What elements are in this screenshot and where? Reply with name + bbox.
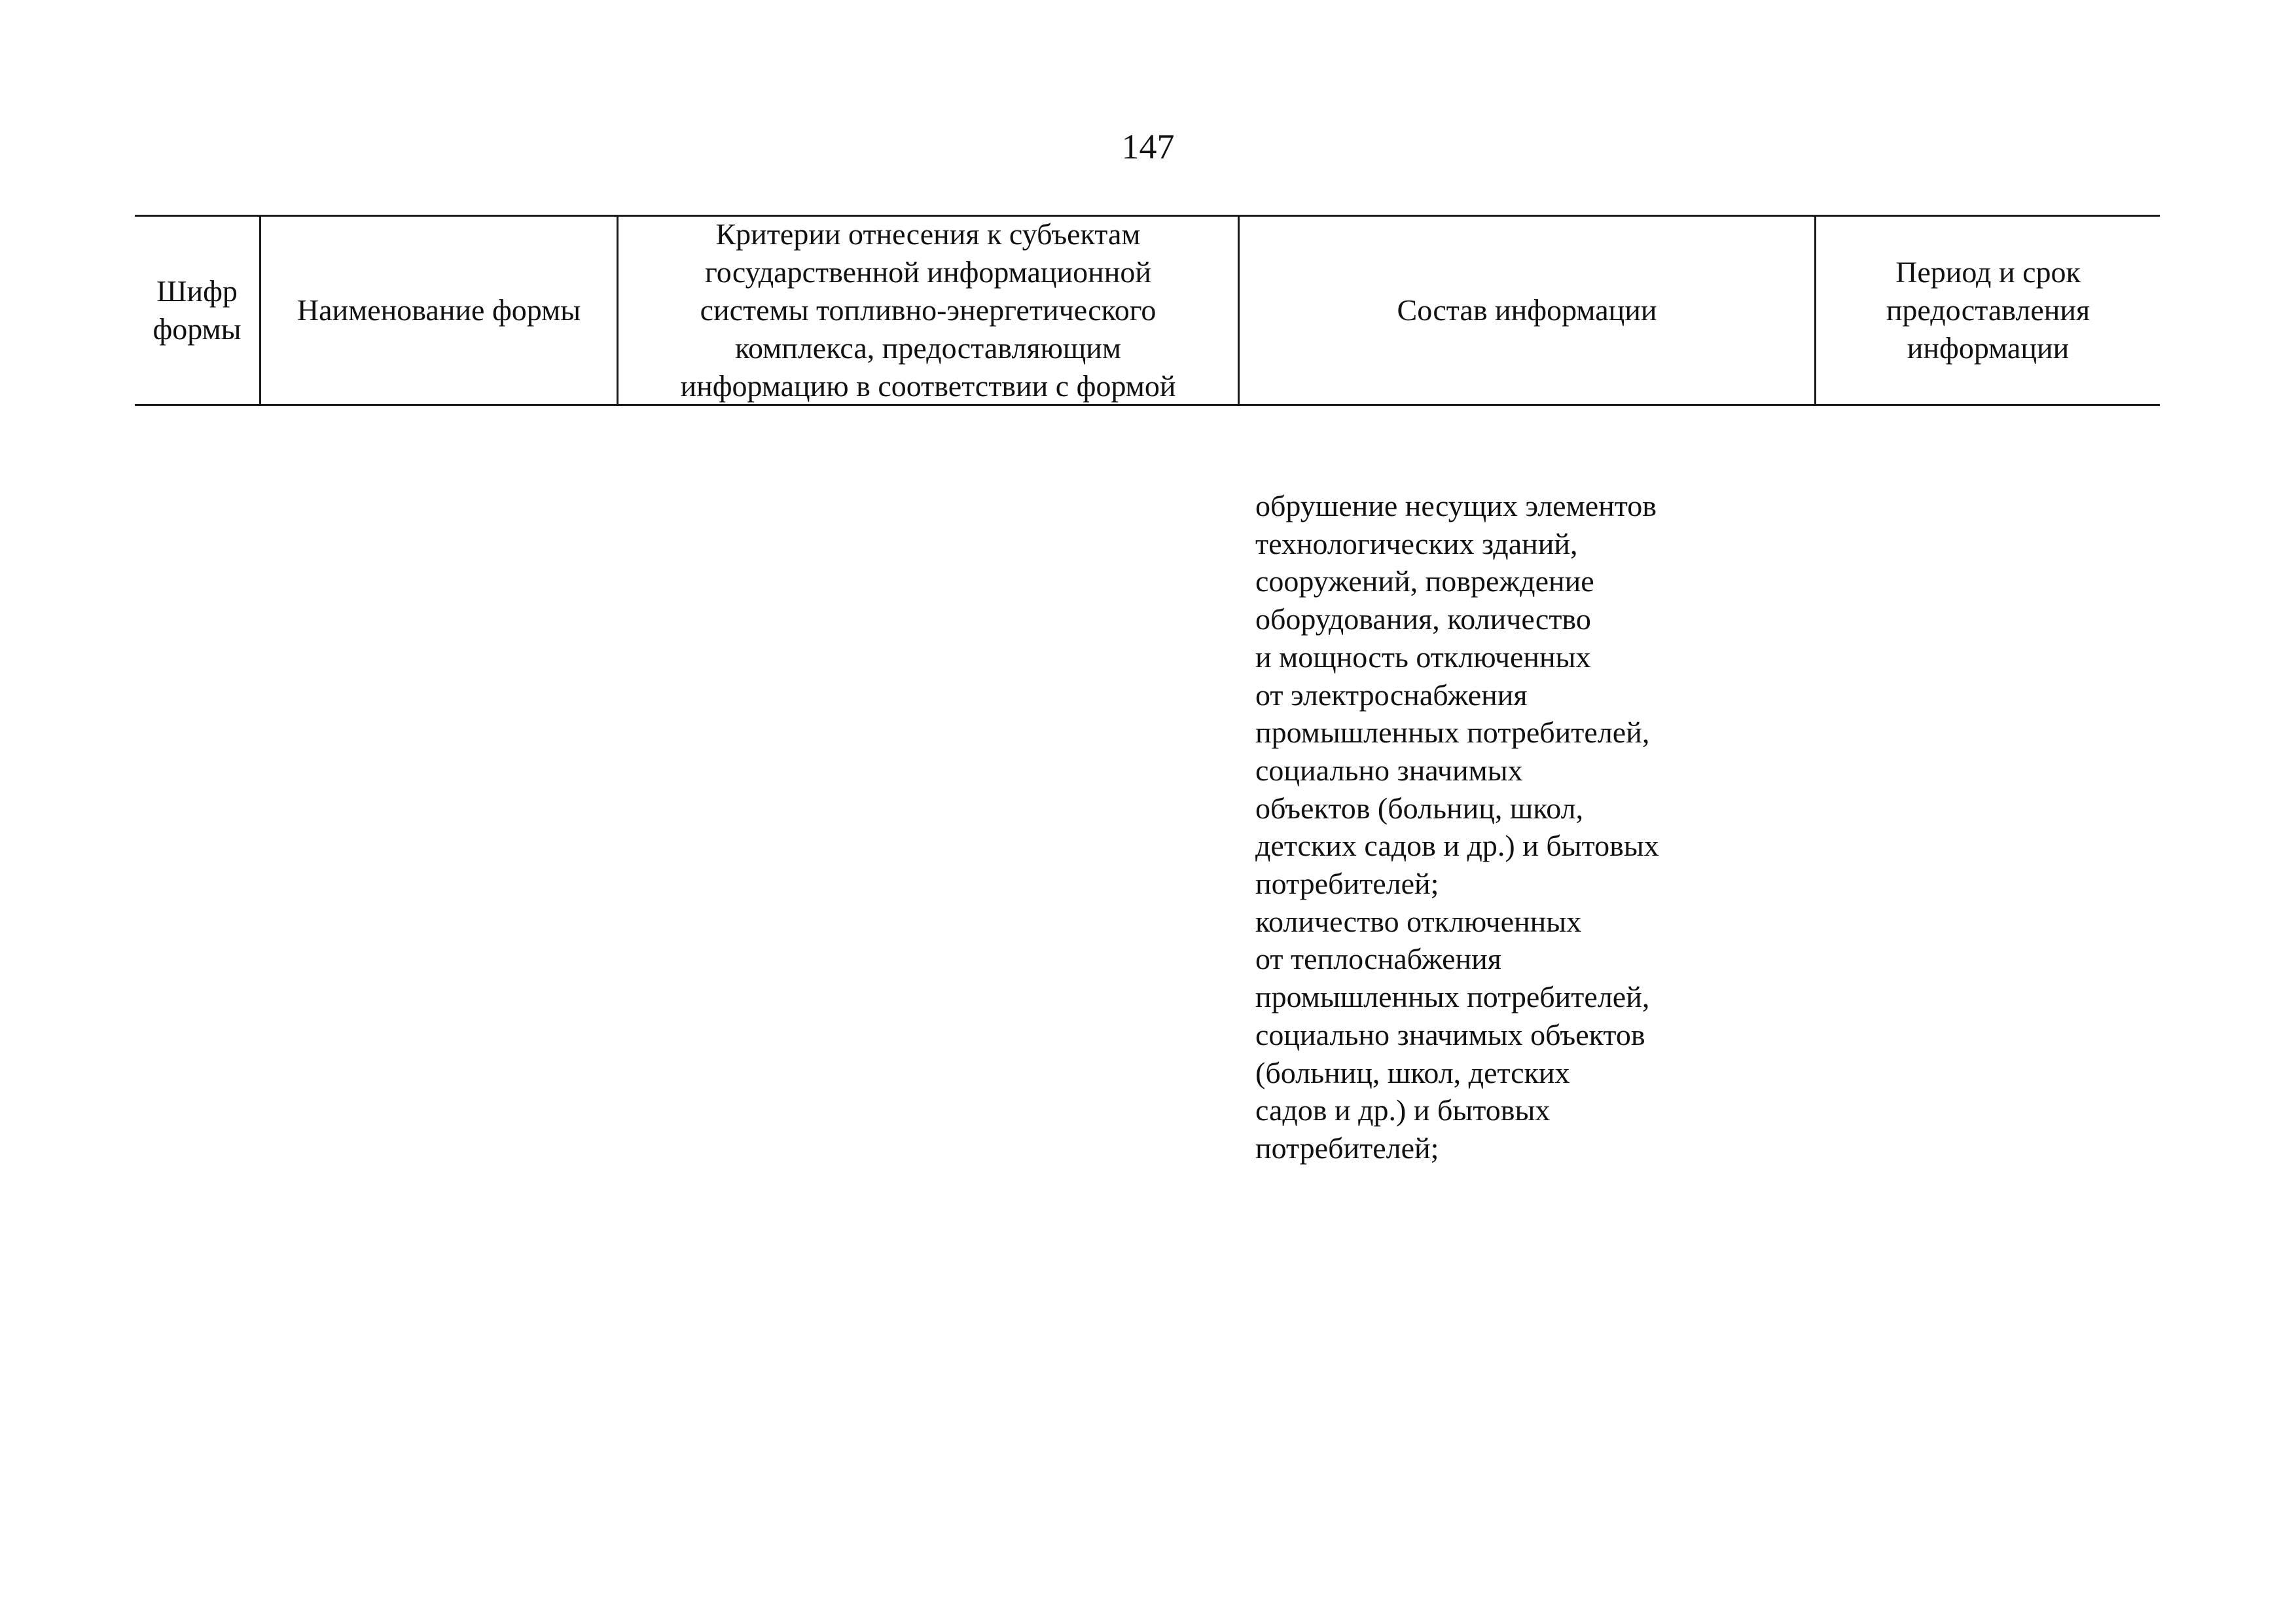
header-information-content: Состав информации: [1240, 217, 1816, 404]
content-line: сооружений, повреждение: [1255, 564, 1594, 598]
content-line: садов и др.) и бытовых: [1255, 1093, 1551, 1127]
information-content-text: [1255, 487, 1779, 1167]
page-number: 147: [1121, 127, 1175, 166]
content-line: технологических зданий,: [1255, 526, 1578, 560]
header-criteria: Критерии отнесения к субъектам государственной информационной системы топливно-энергетического комплекса, предоставляющим информацию в соответствии с формой: [619, 217, 1240, 404]
content-line: промышленных потребителей,: [1255, 716, 1650, 750]
content-line: промышленных потребителей,: [1255, 980, 1650, 1014]
content-line: объектов (больниц, школ,: [1255, 791, 1584, 825]
header-form-name: Наименование формы: [261, 217, 619, 404]
content-line: количество отключенных: [1255, 904, 1582, 938]
content-line: социально значимых: [1255, 753, 1523, 787]
header-form-code: Шифр формы: [135, 217, 261, 404]
content-line: от электроснабжения: [1255, 678, 1528, 712]
content-line: и мощность отключенных: [1255, 640, 1591, 674]
content-line: оборудования, количество: [1255, 602, 1591, 636]
content-line: потребителей;: [1255, 867, 1439, 901]
header-period: Период и срок предоставления информации: [1886, 255, 2090, 365]
content-line: обрушение несущих элементов: [1255, 489, 1657, 522]
content-line: социально значимых объектов: [1255, 1017, 1645, 1051]
content-line: от теплоснабжения: [1255, 942, 1501, 976]
content-line: потребителей;: [1255, 1131, 1439, 1165]
table-header: [135, 215, 2160, 406]
content-line: детских садов и др.) и бытовых: [1255, 829, 1659, 863]
content-line: (больниц, школ, детских: [1255, 1055, 1570, 1089]
